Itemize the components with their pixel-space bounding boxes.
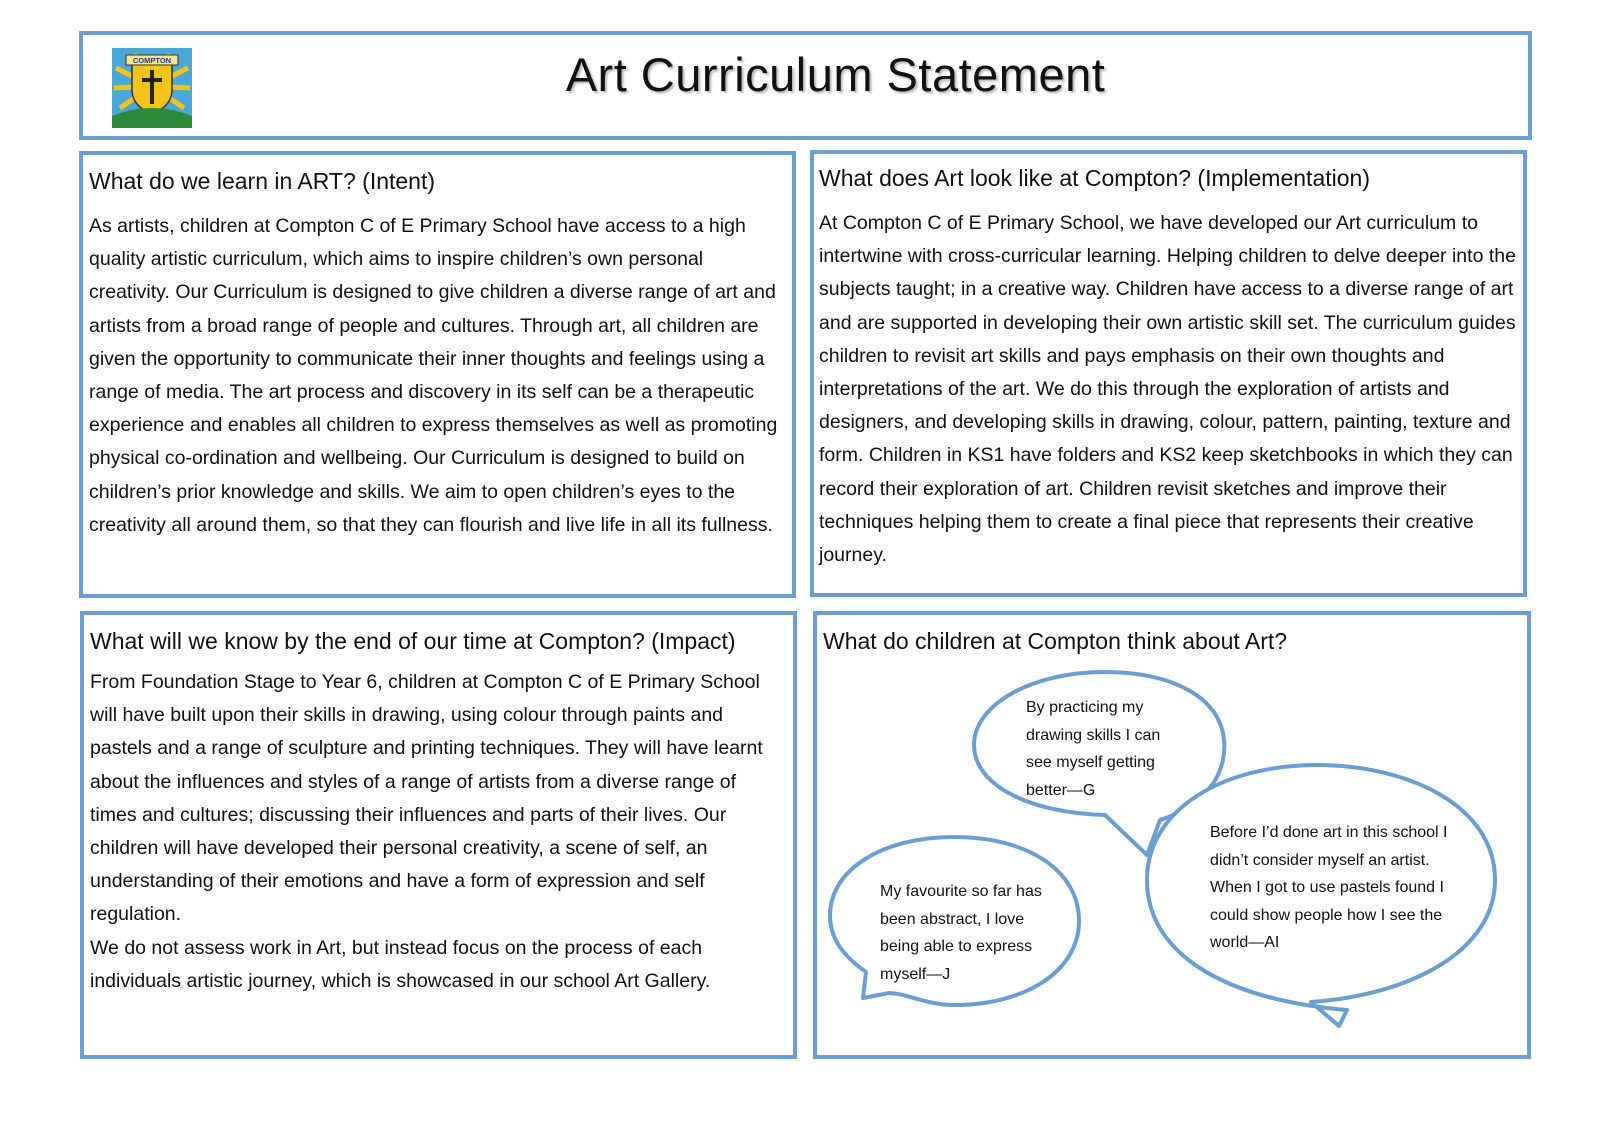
impact-body-assessment: We do not assess work in Art, but instead focus on the process of each individuals artistic journey, which is showcased in our school Art Gallery.: [90, 936, 711, 992]
page-title: Art Curriculum Statement: [565, 48, 1106, 101]
quote-j: My favourite so far has been abstract, I love being able to express myself—J: [880, 883, 1042, 983]
impact-panel: [80, 611, 797, 1059]
quote-g: By practicing my drawing skills I can see myself getting better—G: [1026, 699, 1161, 799]
intent-panel: [79, 151, 796, 598]
implementation-panel: [810, 150, 1527, 597]
opinions-panel: [813, 611, 1531, 1059]
intent-heading: What do we learn in ART? (Intent): [89, 168, 436, 194]
impact-heading: What will we know by the end of our time at Compton? (Impact): [90, 628, 736, 654]
quote-ai: Before I’d done art in this school I didn’t consider myself an artist. When I got to use pastels found I could show people how I see the world—AI: [1210, 824, 1448, 951]
impact-body: From Foundation Stage to Year 6, children at Compton C of E Primary School will have built upon their skills in drawing, using colour through paints and pastels and a range of sculpture and printing techniques. They will have learnt about the influences and styles of a range of artists from a diverse range of times and cultures; discussing their influences and parts of their lives. Our children will have developed their personal creativity, a scene of self, an understanding of their emotions and have a form of expression and self regulation.: [90, 671, 763, 926]
logo-text: COMPTON: [132, 56, 172, 65]
opinions-heading: What do children at Compton think about Art?: [823, 628, 1288, 654]
title-banner: [79, 31, 1532, 140]
intent-body: As artists, children at Compton C of E Primary School have access to a high quality artistic curriculum, which aims to inspire children’s own personal creativity. Our Curriculum is designed to give children a diverse range of art and artists from a broad range of people and cultures. Through art, all children are given the opportunity to communicate their inner thoughts and feelings using a range of media. The art process and discovery in its self can be a therapeutic experience and enables all children to express themselves as well as promoting physical co-ordination and wellbeing. Our Curriculum is designed to build on children’s prior knowledge and skills. We aim to open children’s eyes to the creativity all around them, so that they can flourish and live life in all its fullness.: [89, 215, 778, 536]
implementation-body: At Compton C of E Primary School, we have developed our Art curriculum to intertwine with cross-curricular learning. Helping children to delve deeper into the subjects taught; in a creative way. Children have access to a diverse range of art and are supported in developing their own artistic skill set. The curriculum guides children to revisit art skills and pays emphasis on their own thoughts and interpretations of the art. We do this through the exploration of artists and designers, and developing skills in drawing, colour, pattern, painting, texture and form. Children in KS1 have folders and KS2 keep sketchbooks in which they can record their exploration of art. Children revisit sketches and improve their techniques helping them to create a final piece that represents their creative journey.: [819, 212, 1516, 567]
implementation-heading: What does Art look like at Compton? (Implementation): [819, 165, 1370, 191]
